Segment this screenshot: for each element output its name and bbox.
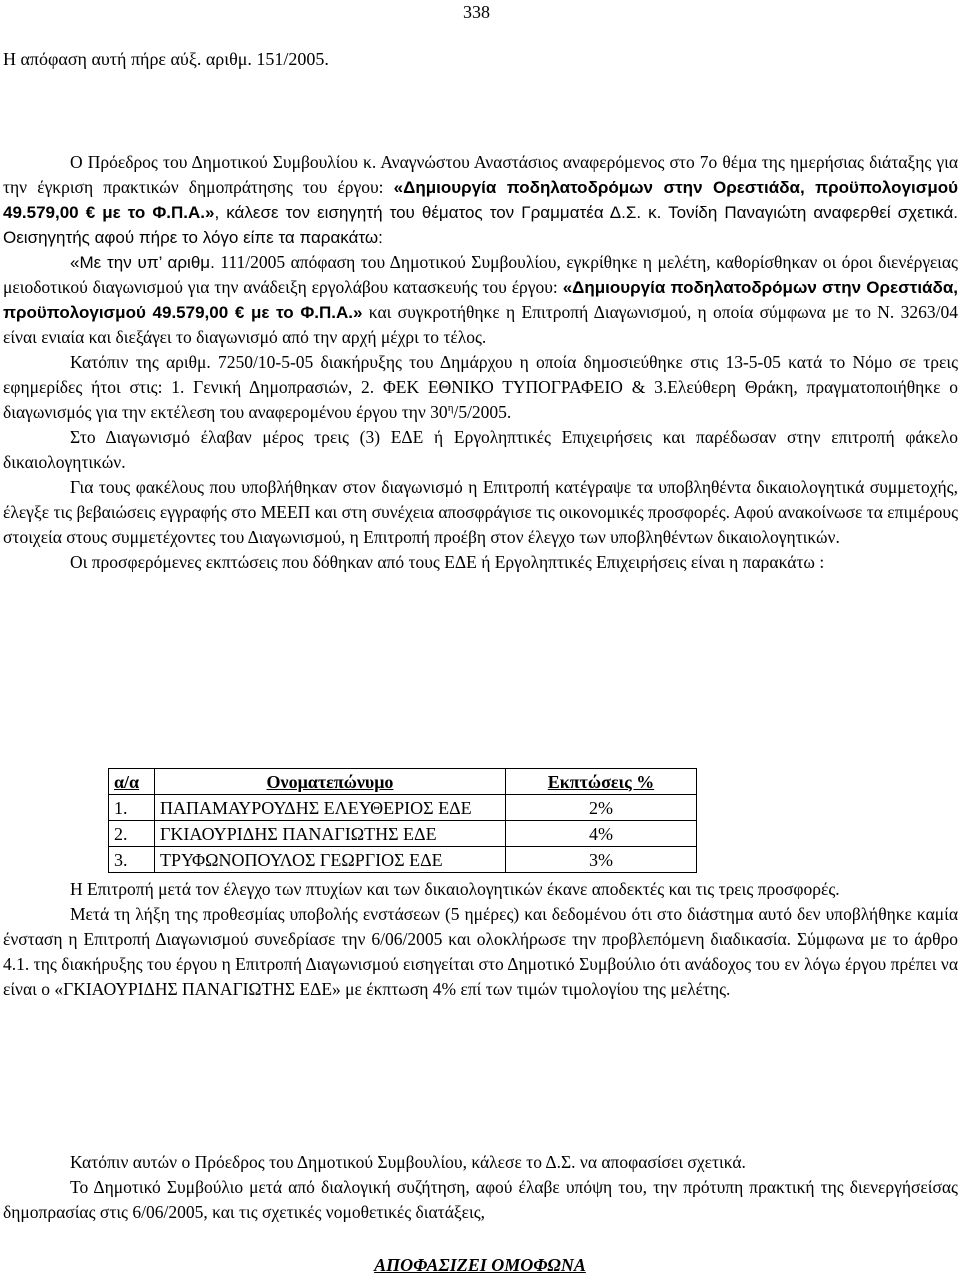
table-row: [109, 795, 697, 821]
project-title-bold: «Δημιουργία ποδηλατοδρόμων στην Ορεστιάδα, προϋπολογισμού 49.579,00 € με το Φ.Π.Α.»: [3, 178, 959, 222]
table-row: [109, 821, 697, 847]
publication-paragraph: [3, 350, 958, 425]
main-text-bottom: [3, 1150, 958, 1225]
table-cell: 2%: [506, 795, 697, 821]
main-text-top: [3, 150, 958, 575]
table-cell: 1.: [109, 795, 155, 821]
accept-paragraph: Η Επιτροπή μετά τον έλεγχο των πτυχίων και των δικαιολογητικών έκανε αποδεκτές και τις τρεις προσφορές.: [70, 879, 840, 899]
table-cell: 2.: [109, 821, 155, 847]
main-text-middle: [3, 877, 958, 1002]
quote-text: 111/2005 απόφαση του Δημοτικού Συμβουλίου, εγκρίθηκε η μελέτη, καθορίσθηκαν οι όροι διενέργειας μειοδοτικού διαγωνισμού για την ανάδειξη εργολάβου κατασκευής του έργου:: [3, 252, 958, 297]
table-cell: 3%: [506, 847, 697, 873]
superscript: η: [447, 402, 454, 415]
table-cell: 4%: [506, 821, 697, 847]
participants-paragraph: Στο Διαγωνισμό έλαβαν μέρος τρεις (3) ΕΔΕ ή Εργοληπτικές Επιχειρήσεις και παρέδωσαν στην επιτροπή φάκελο δικαιολογητικών.: [3, 427, 958, 472]
verdict-heading: ΑΠΟΦΑΣΙΖΕΙ ΟΜΟΦΩΝΑ: [374, 1255, 586, 1275]
publication-text: Κατόπιν της αριθμ. 7250/10-5-05 διακήρυξης του Δημάρχου η οποία δημοσιεύθηκε στις 13-5-05 κατά το Νόμο σε τρεις εφημερίδες ήτοι στις: 1. Γενική Δημοπρασιών, 2. ΦΕΚ ΕΘΝΙΚΟ ΤΥΠΟΓΡΑΦΕΙΟ & 3.Ελεύθερη Θράκη, πραγματοποιήθηκε ο διαγωνισμός για την εκτέλεση του αναφερομένου έργου την 30: [3, 352, 958, 422]
table-cell: 3.: [109, 847, 155, 873]
table-row: [109, 847, 697, 873]
deadline-paragraph: Μετά τη λήξη της προθεσμίας υποβολής ενστάσεων (5 ημέρες) και δεδομένου ότι στο διάστημα αυτό δεν υποβλήθηκε καμία ένσταση η Επιτροπή Διαγωνισμού συνεδρίασε την 6/06/2005 και ολοκλήρωσε την προβλεπόμενη διαδικασία. Σύμφωνα με το άρθρο 4.1. της διακήρυξης του έργου η Επιτροπή Διαγωνισμού εισηγείται στο Δημοτικό Συμβούλιο ότι ανάδοχος του εν λόγω έργου πρέπει να είναι ο «ΓΚΙΑΟΥΡΙΔΗΣ ΠΑΝΑΓΙΩΤΗΣ ΕΔΕ» με έκπτωση 4% επί των τιμών τιμολογίου της μελέτης.: [3, 904, 958, 999]
call-paragraph: Κατόπιν αυτών ο Πρόεδρος του Δημοτικού Συμβουλίου, κάλεσε το Δ.Σ. να αποφασίσει σχετικά.: [70, 1152, 746, 1172]
project-title-bold-2: «Δημιουργία ποδηλατοδρόμων στην Ορεστιάδα, προϋπολογισμού 49.579,00 € με το Φ.Π.Α.»: [3, 278, 958, 322]
table-header-row: [109, 769, 697, 795]
offers-paragraph: Οι προσφερόμενες εκπτώσεις που δόθηκαν από τους ΕΔΕ ή Εργοληπτικές Επιχειρήσεις είναι η παρακάτω :: [70, 552, 825, 572]
header-cell: α/α: [109, 769, 155, 795]
quote-open: «Με την υπ’ αριθμ.: [70, 253, 215, 272]
table-cell: ΓΚΙΑΟΥΡΙΔΗΣ ΠΑΝΑΓΙΩΤΗΣ ΕΔΕ: [155, 821, 506, 847]
quote-paragraph: [3, 250, 958, 350]
envelopes-paragraph: Για τους φακέλους που υποβλήθηκαν στον διαγωνισμό η Επιτροπή κατέγραψε τα υποβληθέντα δικαιολογητικά συμμετοχής, έλεγξε τις βεβαιώσεις εγγραφής στο ΜΕΕΠ και στη συνέχεια αποσφράγισε τις οικονομικές προσφορές. Αφού ανακοίνωσε τα επιμέρους στοιχεία στους συμμετέχοντες του Διαγωνισμού, η Επιτροπή προέβη στον έλεγχο των υποβληθέντων δικαιολογητικών.: [3, 477, 958, 547]
table-cell: ΠΑΠΑΜΑΥΡΟΥΔΗΣ ΕΛΕΥΘΕΡΙΟΣ ΕΔΕ: [155, 795, 506, 821]
council-paragraph: Το Δημοτικό Συμβούλιο μετά από διαλογική συζήτηση, αφού έλαβε υπόψη του, την πρότυπη πρακτική της διενεργήσείσας δημοπρασίας στις 6/06/2005, και τις σχετικές νομοθετικές διατάξεις,: [3, 1177, 958, 1222]
intro-text: Ο Πρόεδρος του Δημοτικού Συμβουλίου κ. Αναγνώστου Αναστάσιος αναφερόμενος στο 7ο θέμα της ημερήσιας διάταξης για την έγκριση πρακτικών δημοπράτησης του έργου:: [3, 152, 958, 197]
intro-paragraph: [3, 150, 958, 250]
page-number: 338: [463, 2, 490, 22]
table-cell: ΤΡΥΦΩΝΟΠΟΥΛΟΣ ΓΕΩΡΓΙΟΣ ΕΔΕ: [155, 847, 506, 873]
header-cell: Εκπτώσεις %: [506, 769, 697, 795]
decision-reference: Η απόφαση αυτή πήρε αύξ. αριθμ. 151/2005.: [3, 49, 329, 69]
offers-table-container: [108, 768, 697, 873]
intro-text-2: , κάλεσε τον εισηγητή του θέματος τον Γραμματέα Δ.Σ. κ. Τονίδη Παναγιώτη αναφερθεί σχετικά. Οεισηγητής αφού πήρε το λόγο είπε τα παρακάτω:: [3, 203, 958, 247]
quote-text-2: και συγκροτήθηκε η Επιτροπή Διαγωνισμού, η οποία σύμφωνα με το Ν. 3263/04 είναι ενιαία και διεξάγει το διαγωνισμό από την αρχή μέχρι το τέλος.: [3, 302, 958, 347]
publication-text-2: /5/2005.: [453, 402, 512, 422]
header-cell: Ονοματεπώνυμο: [155, 769, 506, 795]
offers-table: [108, 768, 697, 873]
